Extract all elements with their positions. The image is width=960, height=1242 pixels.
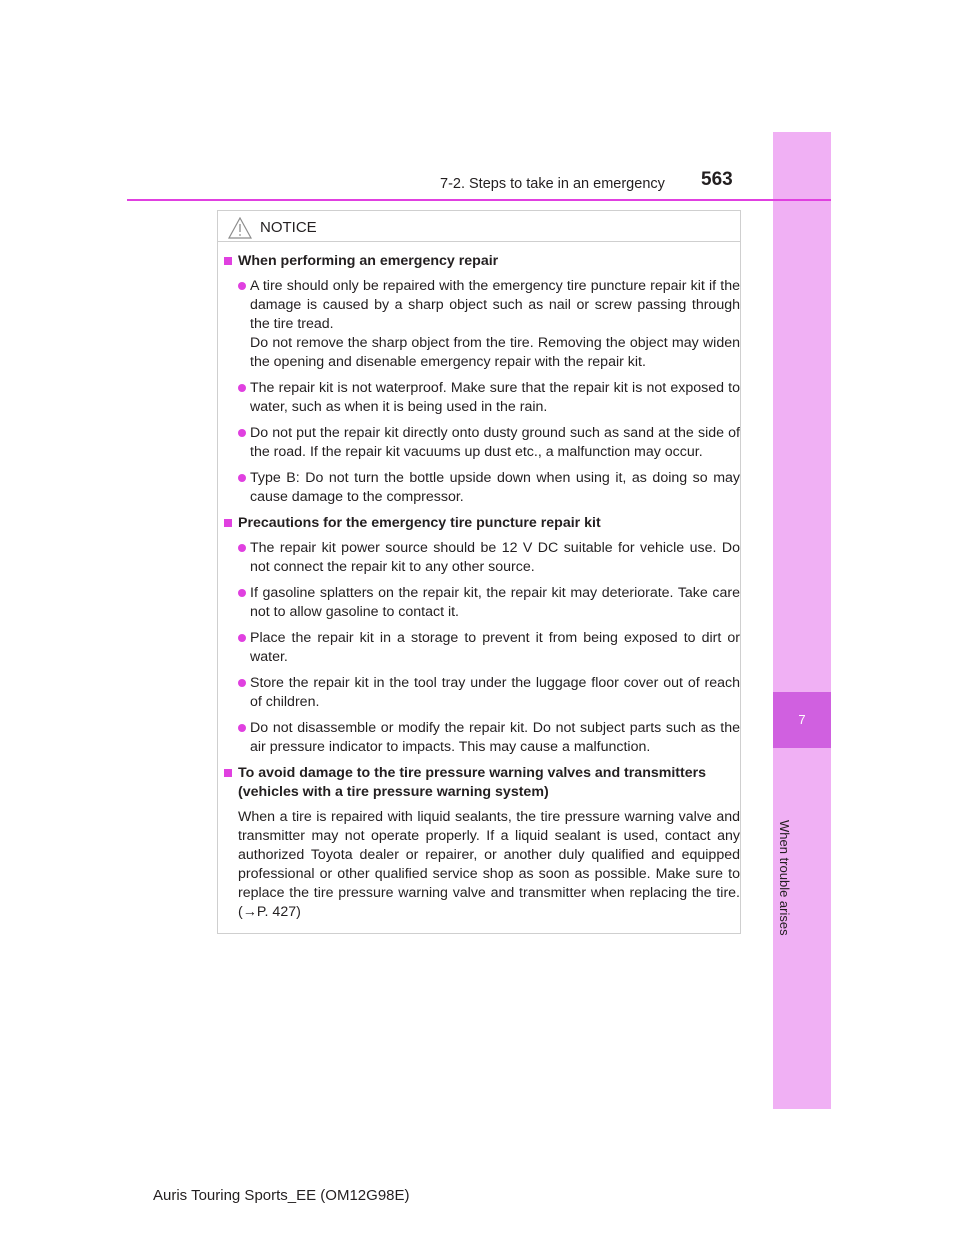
bullet-icon [238,474,246,482]
section-heading: 7-2. Steps to take in an emergency [440,176,665,192]
bullet-text: Do not remove the sharp object from the tire. Removing the object may widen the opening and disenable emergency repair with the repair kit. [250,335,740,370]
bullet-icon [238,544,246,552]
bullet-icon [238,589,246,597]
notice-header [218,211,740,242]
page-number: 563 [701,169,733,190]
list-item [238,424,740,462]
side-tab-background [773,132,831,1109]
chapter-title: When trouble arises [777,820,792,936]
section-title: When performing an emergency repair [238,253,499,269]
section-title: Precautions for the emergency tire puncture repair kit [238,515,601,531]
list-item [238,539,740,577]
warning-triangle-icon [228,217,252,239]
bullet-text: The repair kit power source should be 12 V DC suitable for vehicle use. Do not connect the repair kit to any other source. [250,540,740,575]
bullet-list [238,539,740,757]
section-title: To avoid damage to the tire pressure warning valves and transmitters (vehicles with a tire pressure warning system) [238,765,707,800]
bullet-text: If gasoline splatters on the repair kit, the repair kit may deteriorate. Take care not to allow gasoline to contact it. [250,585,740,620]
bullet-text: Type B: Do not turn the bottle upside down when using it, as doing so may cause damage to the compressor. [250,470,740,505]
section-repair-kit-precautions [222,514,740,757]
bullet-list [238,277,740,507]
bullet-text: The repair kit is not waterproof. Make sure that the repair kit is not exposed to water, such as when it is being used in the rain. [250,380,740,415]
bullet-text: A tire should only be repaired with the emergency tire puncture repair kit if the damage is caused by a sharp object such as nail or screw passing through the tire tread. [250,278,740,332]
bullet-icon [238,679,246,687]
section-paragraph: When a tire is repaired with liquid sealants, the tire pressure warning valve and transmitter may not operate properly. If a liquid sealant is used, contact any authorized Toyota dealer or repairer, or another duly qualified and equipped professional or other qualified service shop as soon as possible. Make sure to replace the tire pressure warning valve and transmitter when replacing the tire. (→P. 427) [238,809,740,920]
bullet-icon [238,282,246,290]
list-item [238,584,740,622]
notice-content [222,252,740,928]
bullet-text: Place the repair kit in a storage to prevent it from being exposed to dirt or water. [250,630,740,665]
bullet-icon [238,384,246,392]
bullet-text: Do not disassemble or modify the repair kit. Do not subject parts such as the air pressure indicator to impacts. This may cause a malfunction. [250,720,740,755]
list-item [238,469,740,507]
list-item [238,629,740,667]
list-item [238,674,740,712]
list-item [238,379,740,417]
chapter-number: 7 [798,712,806,727]
section-tpms-valves [222,764,740,922]
list-item [238,719,740,757]
bullet-text: Store the repair kit in the tool tray under the luggage floor cover out of reach of children. [250,675,740,710]
footer-model-code: Auris Touring Sports_EE (OM12G98E) [153,1187,410,1204]
section-marker-icon [224,257,232,265]
header-divider [127,199,831,201]
bullet-icon [238,429,246,437]
bullet-icon [238,724,246,732]
section-emergency-repair [222,252,740,507]
list-item [238,277,740,372]
section-marker-icon [224,519,232,527]
notice-title: NOTICE [260,219,317,236]
bullet-text: Do not put the repair kit directly onto dusty ground such as sand at the side of the road. If the repair kit vacuums up dust etc., a malfunction may occur. [250,425,740,460]
bullet-icon [238,634,246,642]
section-marker-icon [224,769,232,777]
